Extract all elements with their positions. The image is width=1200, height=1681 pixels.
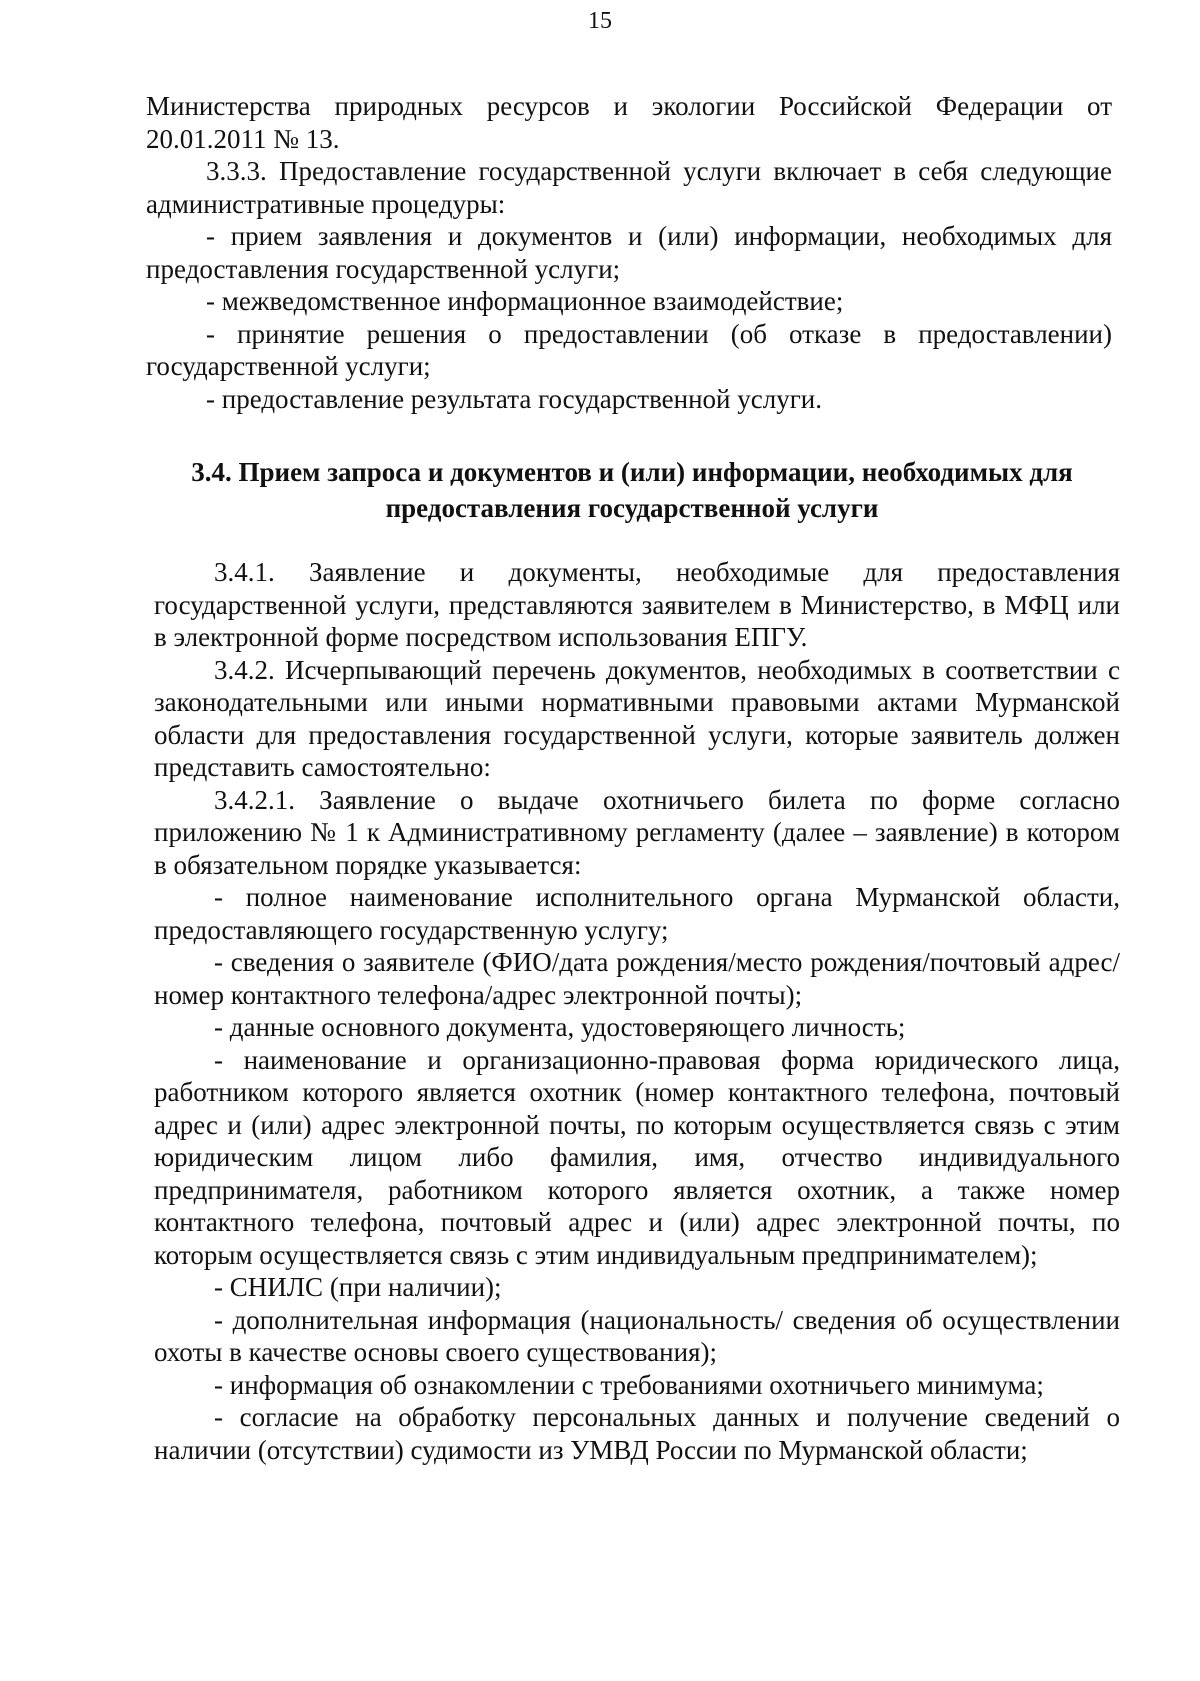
list-item: - дополнительная информация (национальность/ сведения об осуществлении охоты в качестве основы своего существования); <box>154 1304 1120 1367</box>
paragraph-3-3-3: 3.3.3. Предоставление государственной услуги включает в себя следующие административные процедуры: <box>146 156 1112 219</box>
list-item: - данные основного документа, удостоверяющего личность; <box>214 1012 906 1042</box>
section-heading <box>152 454 1112 526</box>
intro-block <box>146 90 1112 415</box>
intro-line: Министерства природных ресурсов и экологии Российской Федерации от 20.01.2011 № 13. <box>146 91 1112 154</box>
list-item: - прием заявления и документов и (или) информации, необходимых для предоставления государственной услуги; <box>146 221 1112 284</box>
body-block <box>154 556 1120 1466</box>
paragraph-3-4-1: 3.4.1. Заявление и документы, необходимые для предоставления государственной услуги, представляются заявителем в Министерство, в МФЦ или в электронной форме посредством использования ЕПГУ. <box>154 557 1120 652</box>
list-item: - согласие на обработку персональных данных и получение сведений о наличии (отсутствии) судимости из УМВД России по Мурманской области; <box>154 1402 1120 1465</box>
section-heading-line: предоставления государственной услуги <box>385 493 879 523</box>
page-number: 15 <box>588 8 612 34</box>
section-heading-line: 3.4. Прием запроса и документов и (или) информации, необходимых для <box>191 457 1073 487</box>
list-item: - информация об ознакомлении с требованиями охотничьего минимума; <box>214 1369 1044 1400</box>
list-item: - полное наименование исполнительного органа Мурманской области, предоставляющего государственную услугу; <box>154 882 1120 945</box>
list-item: - СНИЛС (при наличии); <box>214 1272 502 1302</box>
paragraph-3-4-2-1: 3.4.2.1. Заявление о выдаче охотничьего билета по форме согласно приложению № 1 к Административному регламенту (далее – заявление) в котором в обязательном порядке указывается: <box>154 784 1120 880</box>
list-item: - предоставление результата государственной услуги. <box>206 383 822 414</box>
list-item: - межведомственное информационное взаимодействие; <box>206 286 844 316</box>
paragraph-3-4-2: 3.4.2. Исчерпывающий перечень документов, необходимых в соответствии с законодательными или иными нормативными правовыми актами Мурманской области для предоставления государственной услуги, которые заявитель должен представить самостоятельно: <box>154 654 1120 782</box>
list-item: - принятие решения о предоставлении (об отказе в предоставлении) государственной услуги; <box>146 318 1112 381</box>
list-item: - наименование и организационно-правовая форма юридического лица, работником которого является охотник (номер контактного телефона, почтовый адрес и (или) адрес электронной почты, по которым осуществляется связь с этим юридическим лицом либо фамилия, имя, отчество индивидуального предпринимателя, работником которого является охотник, а также номер контактного телефона, почтовый адрес и (или) адрес электронной почты, по которым осуществляется связь с этим индивидуальным предпринимателем); <box>154 1044 1120 1270</box>
list-item: - сведения о заявителе (ФИО/дата рождения/место рождения/почтовый адрес/номер контактного телефона/адрес электронной почты); <box>154 947 1120 1010</box>
